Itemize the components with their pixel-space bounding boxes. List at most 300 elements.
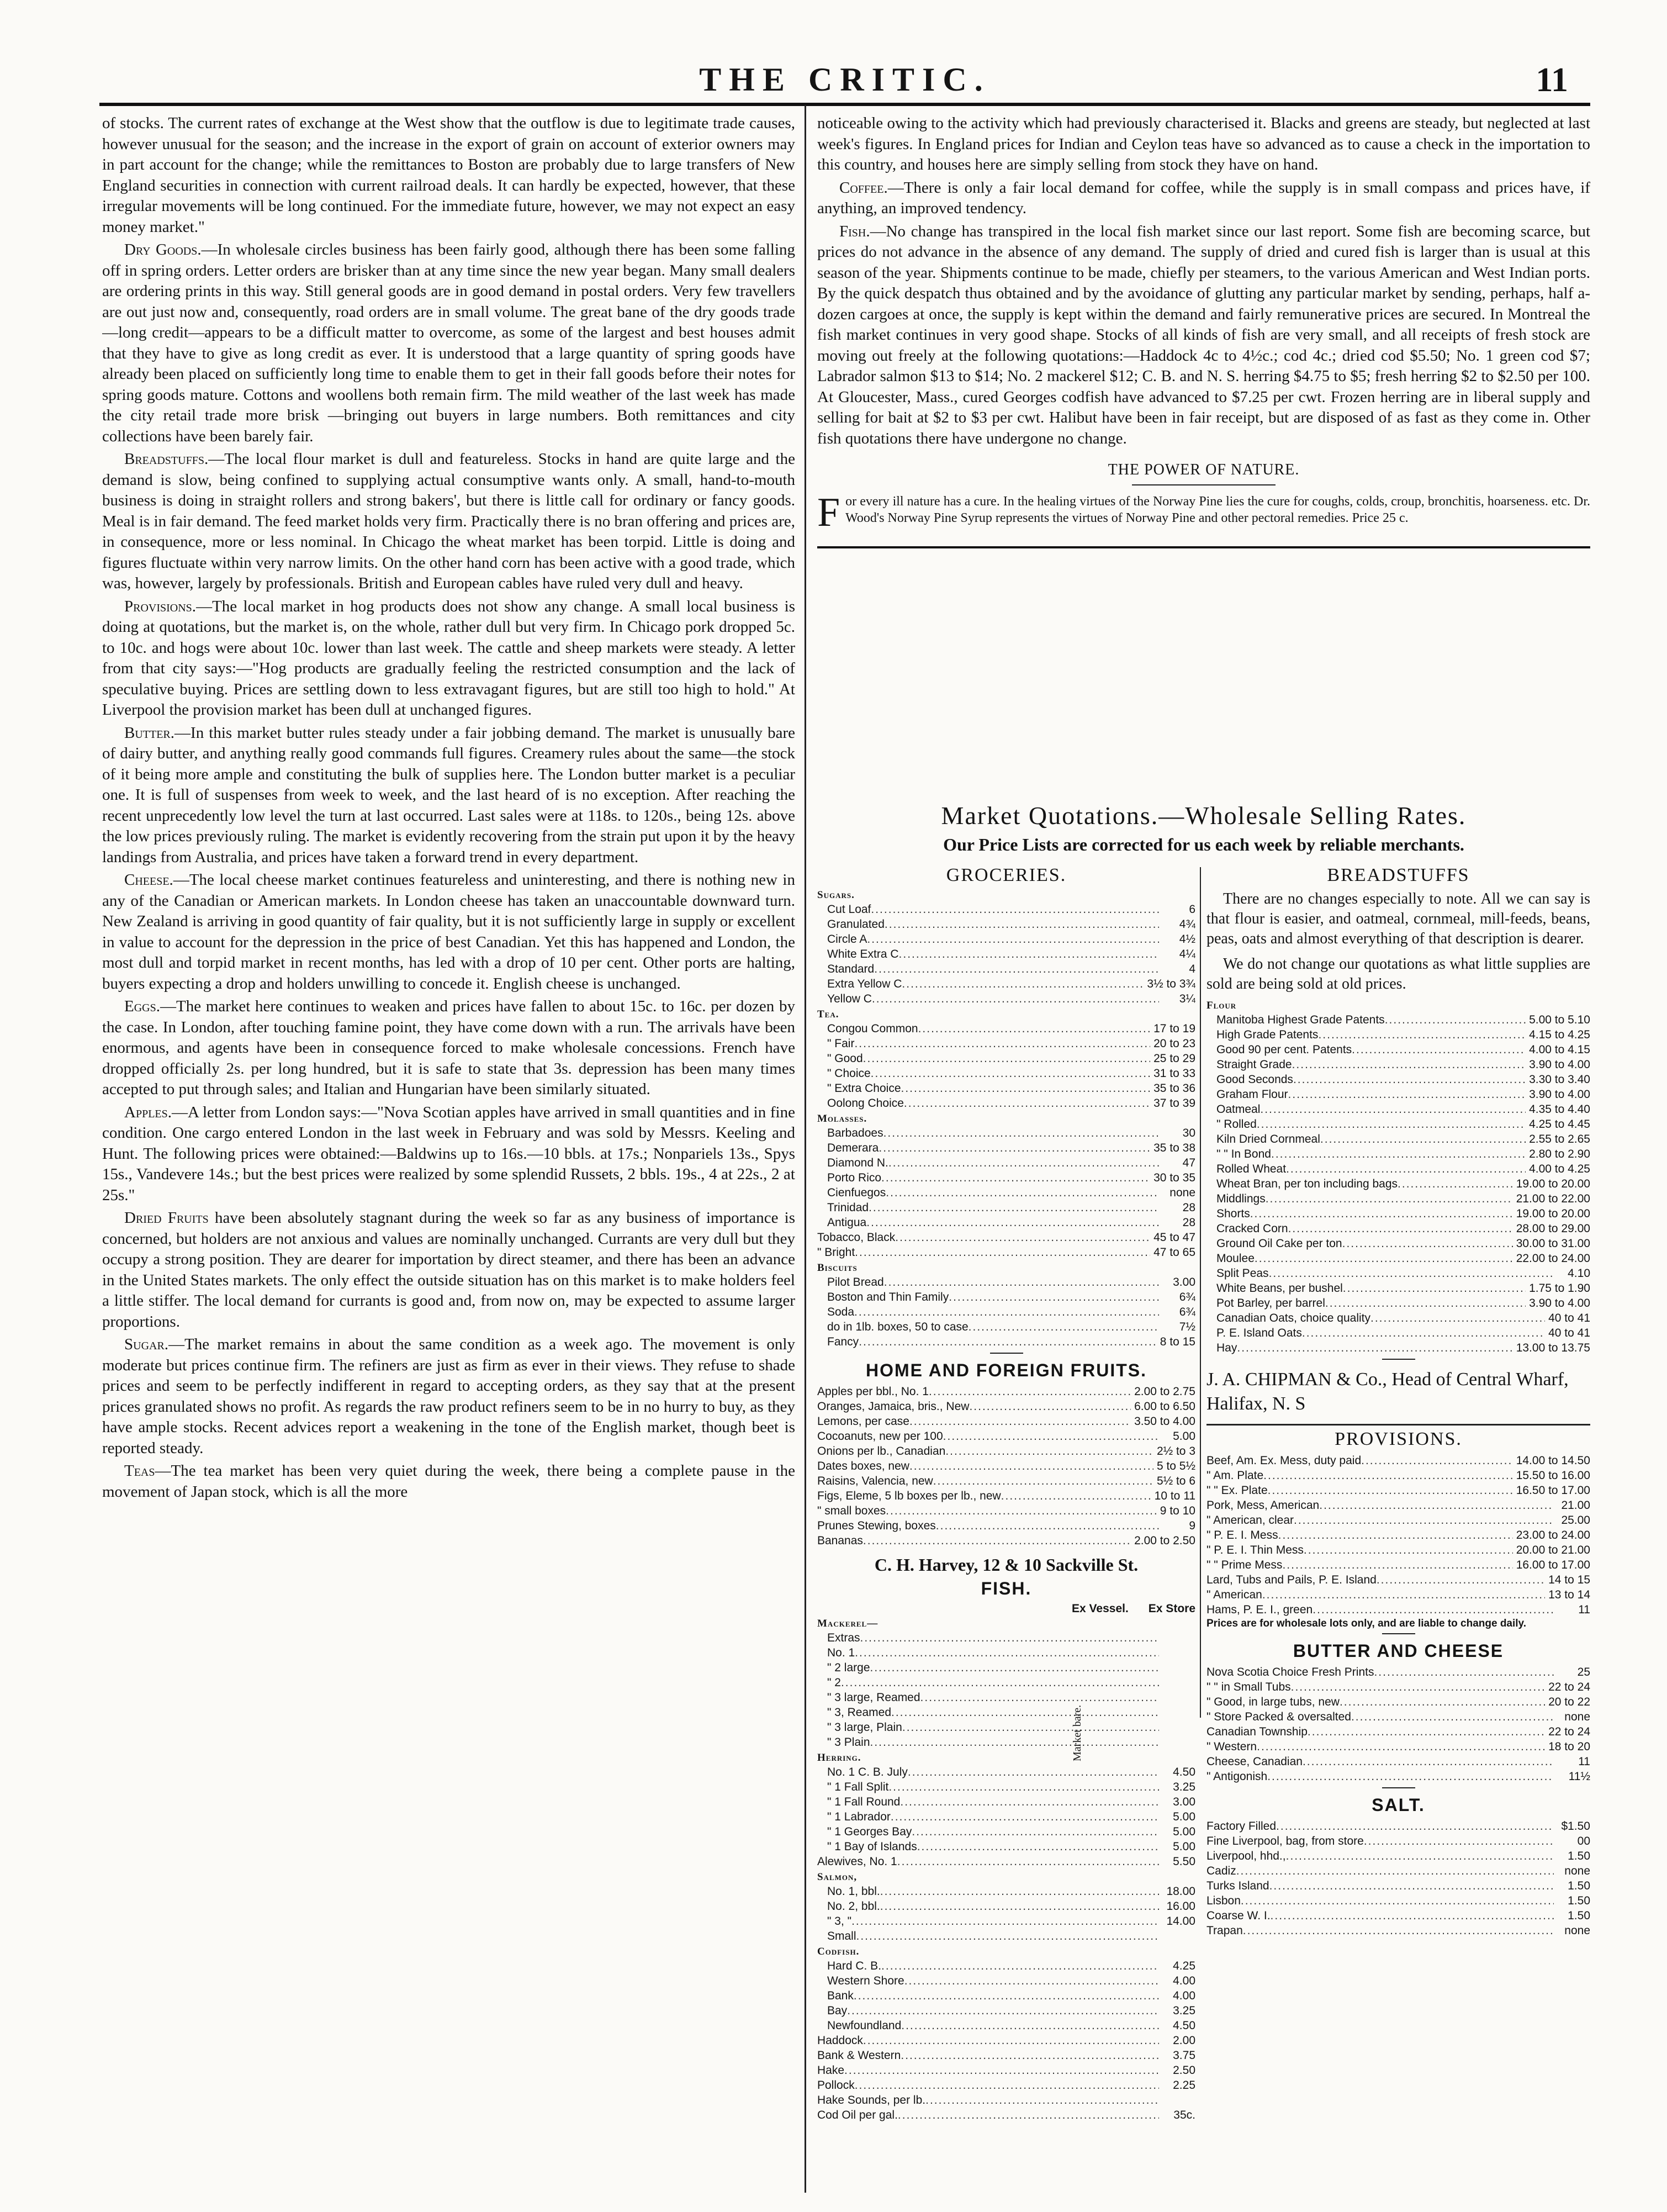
price-row bbox=[1206, 1296, 1590, 1311]
item-price: 30 to 35 bbox=[1153, 1171, 1195, 1184]
item-name: " 1 Fall Split bbox=[827, 1781, 889, 1793]
price-row bbox=[1206, 1251, 1590, 1266]
item-price: 3.25 bbox=[1173, 2004, 1195, 2017]
price-row bbox=[817, 1765, 1195, 1780]
fish-title: FISH. bbox=[981, 1579, 1032, 1598]
price-row bbox=[1206, 1206, 1590, 1221]
fruits-title: HOME AND FOREIGN FRUITS. bbox=[865, 1360, 1147, 1380]
price-row bbox=[817, 947, 1195, 962]
price-row bbox=[817, 902, 1195, 917]
item-name: Bay bbox=[827, 2004, 848, 2017]
market-subheading: Our Price Lists are corrected for us each week by reliable merchants. bbox=[943, 835, 1464, 854]
item-price: 3.90 to 4.00 bbox=[1529, 1088, 1590, 1101]
item-name: Hams, P. E. I., green bbox=[1206, 1603, 1313, 1616]
item-price: 21.00 to 22.00 bbox=[1516, 1192, 1590, 1205]
price-row bbox=[817, 1141, 1195, 1155]
price-row bbox=[817, 1780, 1195, 1794]
leader-dots bbox=[1288, 1221, 1513, 1236]
item-name: Newfoundland bbox=[827, 2019, 902, 2032]
item-name: Prunes Stewing, boxes bbox=[817, 1519, 936, 1532]
item-name: Circle A bbox=[827, 933, 867, 946]
item-price: 4 bbox=[1189, 963, 1195, 975]
item-name: " Choice bbox=[827, 1067, 871, 1080]
price-row bbox=[1206, 1572, 1590, 1587]
item-price: 5.00 to 5.10 bbox=[1529, 1013, 1590, 1026]
item-name: Demerara bbox=[827, 1142, 879, 1154]
leader-dots bbox=[909, 1414, 1131, 1429]
item-price: 9 bbox=[1189, 1519, 1195, 1532]
item-price: none bbox=[1564, 1924, 1590, 1937]
price-row bbox=[817, 1414, 1195, 1429]
leader-dots bbox=[1250, 1206, 1513, 1221]
item-name: P. E. Island Oats bbox=[1216, 1327, 1302, 1339]
item-price: 35 to 38 bbox=[1153, 1142, 1195, 1154]
leader-dots bbox=[855, 1245, 1150, 1260]
price-row bbox=[817, 1824, 1195, 1839]
price-row bbox=[817, 2108, 1195, 2123]
price-row bbox=[1206, 1132, 1590, 1147]
leader-dots bbox=[904, 1096, 1150, 1111]
leader-dots bbox=[880, 1884, 1159, 1899]
price-row bbox=[1206, 1117, 1590, 1132]
price-row bbox=[817, 1334, 1195, 1349]
category-label: Salmon, bbox=[817, 1871, 858, 1883]
leader-dots bbox=[870, 1735, 1160, 1750]
leader-dots bbox=[929, 1384, 1131, 1399]
item-name: " Western bbox=[1206, 1740, 1257, 1753]
item-name: " small boxes bbox=[817, 1504, 886, 1517]
item-price: 6¾ bbox=[1179, 1291, 1195, 1303]
item-name: " " In Bond bbox=[1216, 1148, 1271, 1160]
item-price: 13.00 to 13.75 bbox=[1516, 1342, 1590, 1354]
leader-dots bbox=[1263, 1468, 1513, 1483]
item-name: Cut Loaf bbox=[827, 903, 871, 916]
price-row bbox=[1206, 1893, 1590, 1908]
price-row bbox=[817, 1245, 1195, 1260]
leader-dots bbox=[945, 1444, 1153, 1459]
item-price: 3.30 to 3.40 bbox=[1529, 1073, 1590, 1086]
item-name: Lard, Tubs and Pails, P. E. Island bbox=[1206, 1574, 1377, 1586]
item-name: " P. E. I. Mess bbox=[1206, 1529, 1278, 1541]
item-price: 19.00 to 20.00 bbox=[1516, 1178, 1590, 1190]
market-column-divider bbox=[1200, 867, 1201, 1718]
price-row bbox=[1206, 1027, 1590, 1042]
leader-dots bbox=[1377, 1572, 1545, 1587]
paragraph-text: have been absolutely stagnant during the week so far as any business of importance is concerned, but holders are not anxious and values are nominally unchanged. Currants are very dull but they occupy a strong position. They are dearer for importation by direct steamer, and there has been an advance in the United States markets. The only effect the outside situation has on this market is to make holders feel a little stiffer. The local demand for currants is good and, from now on, may be expected to assume larger proportions. bbox=[102, 1209, 795, 1331]
item-name: Dates boxes, new bbox=[817, 1460, 909, 1472]
price-row bbox=[817, 1459, 1195, 1474]
item-name: High Grade Patents bbox=[1216, 1028, 1319, 1041]
item-price: 5½ to 6 bbox=[1156, 1475, 1195, 1487]
price-row bbox=[817, 1958, 1195, 1973]
section-rule bbox=[1382, 1359, 1415, 1360]
article-paragraph bbox=[817, 178, 1590, 219]
paragraph-text: —There is only a fair local demand for coffee, while the supply is in small compass and prices have, if anything, an improved tendency. bbox=[817, 178, 1590, 217]
groceries-table bbox=[817, 889, 1195, 1349]
breadstuffs-paragraph-2: We do not change our quotations as what little supplies are sold are being sold at old prices. bbox=[1206, 955, 1590, 993]
leader-dots bbox=[863, 2033, 1159, 2048]
paragraph-text: —In this market butter rules steady under a fair jobbing demand. The market is unusually bare of dairy butter, and anything really good commands full figures. Creamery rules about the same—the stock of it being more ample and constituting the bulk of supplies here. The London butter market is a peculiar one. It is full of suspenses from week to week, and the last heard of is no exception. After reaching the recent unprecedently low level the turn at last occurred. Last sales were at 118s. to 120s., being 12s. above the low prices previously ruling. The market is evidently recovering from the strain put upon it by the heavy landings from Australia, and prices have taken a forward trend in every department. bbox=[102, 724, 795, 866]
item-price: 22.00 to 24.00 bbox=[1516, 1252, 1590, 1265]
price-row bbox=[817, 1290, 1195, 1305]
leader-dots bbox=[1313, 1602, 1554, 1617]
leader-dots bbox=[904, 1973, 1159, 1988]
leader-dots bbox=[1304, 1543, 1513, 1558]
item-price: $1.50 bbox=[1561, 1820, 1590, 1833]
leader-dots bbox=[901, 2018, 1159, 2033]
price-row bbox=[817, 1660, 1195, 1675]
leader-dots bbox=[897, 1854, 1159, 1869]
price-row bbox=[817, 1645, 1195, 1660]
salt-table bbox=[1206, 1819, 1590, 1938]
item-price: 5.50 bbox=[1173, 1855, 1195, 1868]
item-price: 30 bbox=[1182, 1127, 1195, 1139]
leader-dots bbox=[1257, 1739, 1545, 1754]
fish-table-wrap bbox=[817, 1618, 1195, 2123]
item-name: Canadian Township bbox=[1206, 1725, 1308, 1738]
price-row bbox=[1206, 1266, 1590, 1281]
item-price: 23.00 to 24.00 bbox=[1516, 1529, 1590, 1541]
item-name: " Store Packed & oversalted bbox=[1206, 1711, 1351, 1723]
leader-dots bbox=[1267, 1769, 1554, 1784]
item-price: 5 to 5½ bbox=[1156, 1460, 1195, 1472]
leader-dots bbox=[866, 1215, 1159, 1230]
item-name: Cocoanuts, new per 100 bbox=[817, 1430, 943, 1443]
item-name: Trinidad bbox=[827, 1201, 869, 1214]
price-row bbox=[817, 1275, 1195, 1290]
item-price: 5.00 bbox=[1173, 1810, 1195, 1823]
item-price: 28.00 to 29.00 bbox=[1516, 1222, 1590, 1235]
price-row bbox=[817, 1021, 1195, 1036]
price-row bbox=[1206, 1769, 1590, 1784]
article-paragraph bbox=[102, 596, 795, 721]
item-name: Figs, Eleme, 5 lb boxes per lb., new bbox=[817, 1490, 1001, 1502]
price-row bbox=[1206, 1012, 1590, 1027]
paragraph-lead: Sugar. bbox=[124, 1335, 169, 1353]
price-row bbox=[1206, 1878, 1590, 1893]
groceries-title: GROCERIES. bbox=[946, 865, 1067, 885]
price-row bbox=[817, 1036, 1195, 1051]
item-name: Cheese, Canadian bbox=[1206, 1755, 1303, 1768]
price-row bbox=[1206, 1311, 1590, 1326]
article-paragraph bbox=[102, 1461, 795, 1502]
item-price: 31 to 33 bbox=[1153, 1067, 1195, 1080]
price-row bbox=[1206, 1221, 1590, 1236]
power-of-nature-ad bbox=[817, 490, 1590, 535]
power-of-nature-text: or every ill nature has a cure. In the healing virtues of the Norway Pine lies the cure for coughs, colds, croup, bronchitis, hoarseness. etc. Dr. Wood's Norway Pine Syrup represents the virtues of Norway Pine and other pectoral remedies. Price 25 c. bbox=[845, 494, 1590, 525]
leader-dots bbox=[871, 1066, 1150, 1081]
item-name: Pollock bbox=[817, 2079, 855, 2092]
item-price: 14 to 15 bbox=[1548, 1574, 1590, 1586]
item-name: Extras bbox=[827, 1632, 860, 1644]
item-price: 1.50 bbox=[1568, 1894, 1590, 1907]
item-name: " American, clear bbox=[1206, 1514, 1294, 1527]
item-name: Oolong Choice bbox=[827, 1097, 904, 1110]
price-row bbox=[1206, 1863, 1590, 1878]
item-name: Extra Yellow C bbox=[827, 978, 902, 990]
item-name: Hay bbox=[1216, 1342, 1237, 1354]
section-rule bbox=[990, 1353, 1023, 1354]
section-rule bbox=[1206, 1424, 1590, 1426]
item-name: Split Peas bbox=[1216, 1267, 1269, 1280]
leader-dots bbox=[1271, 1147, 1526, 1162]
leader-dots bbox=[888, 1780, 1159, 1794]
item-name: Straight Grade bbox=[1216, 1058, 1292, 1071]
leader-dots bbox=[872, 991, 1159, 1006]
price-row bbox=[817, 1185, 1195, 1200]
price-row bbox=[1206, 1147, 1590, 1162]
item-price: 2.50 bbox=[1173, 2064, 1195, 2077]
price-row bbox=[817, 1690, 1195, 1705]
item-name: " 1 Labrador bbox=[827, 1810, 891, 1823]
item-price: 4.25 to 4.45 bbox=[1529, 1118, 1590, 1131]
item-price: 3½ to 3¾ bbox=[1147, 978, 1195, 990]
item-price: 3.00 bbox=[1173, 1796, 1195, 1808]
item-name: " 2 bbox=[827, 1676, 841, 1689]
item-name: " Antigonish bbox=[1206, 1770, 1268, 1783]
breadstuffs-text bbox=[1206, 889, 1590, 994]
paragraph-lead: Dried Fruits bbox=[124, 1209, 209, 1227]
leader-dots bbox=[1282, 1558, 1512, 1572]
right-column-text bbox=[817, 113, 1590, 793]
price-row bbox=[1206, 1162, 1590, 1176]
leader-dots bbox=[854, 1988, 1159, 2003]
leader-dots bbox=[1364, 1834, 1554, 1849]
price-row bbox=[817, 1705, 1195, 1720]
item-price: 25.00 bbox=[1561, 1514, 1590, 1527]
leader-dots bbox=[860, 1630, 1159, 1645]
item-name: " Rolled bbox=[1216, 1118, 1257, 1131]
item-price: 3.00 bbox=[1173, 1276, 1195, 1289]
price-row bbox=[1206, 1849, 1590, 1863]
item-name: " " in Small Tubs bbox=[1206, 1681, 1291, 1693]
item-price: 2.55 to 2.65 bbox=[1529, 1133, 1590, 1145]
paragraph-text: —The local flour market is dull and featureless. Stocks in hand are quite large and the demand is slow, being confined to supplying actual consumptive wants only. A small, hand-to-mouth business is doing in straight rollers and strong bakers', but there is little call for ordinary or fancy goods. Meal is in fair demand. The feed market holds very firm. Practically there is no bran offering and prices are, in consequence, more or less nominal. In Chicago the wheat market has been torpid. Little is doing and figures fluctuate within very narrow limits. On the other hand corn has been active with a good trade, which was, however, largely by professionals. British and European cables have ruled very dull and heavy. bbox=[102, 450, 795, 592]
paragraph-lead: Butter. bbox=[124, 724, 175, 742]
leader-dots bbox=[901, 1081, 1151, 1096]
paragraph-text: —The market here continues to weaken and prices have fallen to about 15c. to 16c. per dozen by the case. In London, after touching famine point, they have come down with a run. The arrivals have been enormous, and agents have been in consequence forced to make wholesale concessions. French have dropped officially 2s. per long hundred, but it is safe to state that 3s. depression has been many times accepted to put through sales; and Italian and Hungarian have been similarly situated. bbox=[102, 997, 795, 1098]
item-name: Trapan bbox=[1206, 1924, 1243, 1937]
item-price: 40 to 41 bbox=[1548, 1327, 1590, 1339]
item-price: 16.50 to 17.00 bbox=[1516, 1484, 1590, 1497]
price-row bbox=[1206, 1739, 1590, 1754]
item-name: Bank bbox=[827, 1989, 854, 2002]
item-price: 5.00 bbox=[1173, 1430, 1195, 1443]
item-name: Apples per bbl., No. 1 bbox=[817, 1385, 929, 1398]
column-divider bbox=[805, 105, 806, 2193]
item-name: Moulee bbox=[1216, 1252, 1255, 1265]
item-name: Graham Flour bbox=[1216, 1088, 1288, 1101]
salt-title: SALT. bbox=[1372, 1795, 1425, 1815]
leader-dots bbox=[879, 1141, 1150, 1155]
leader-dots bbox=[1342, 1236, 1513, 1251]
item-name: Middlings bbox=[1216, 1192, 1266, 1205]
leader-dots bbox=[1320, 1132, 1526, 1147]
item-name: Cienfuegos bbox=[827, 1186, 886, 1199]
item-price: 2.80 to 2.90 bbox=[1529, 1148, 1590, 1160]
leader-dots bbox=[1292, 1057, 1526, 1072]
item-price: 4.10 bbox=[1568, 1267, 1590, 1280]
item-name: Rolled Wheat bbox=[1216, 1163, 1287, 1175]
price-row bbox=[817, 2033, 1195, 2048]
header-rule bbox=[99, 103, 1590, 106]
leader-dots bbox=[1374, 1665, 1554, 1680]
breadstuffs-advertiser: J. A. CHIPMAN & Co., Head of Central Wharf, Halifax, N. S bbox=[1206, 1369, 1569, 1414]
item-name: " " Ex. Plate bbox=[1206, 1484, 1268, 1497]
item-name: Manitoba Highest Grade Patents bbox=[1216, 1013, 1385, 1026]
leader-dots bbox=[917, 1839, 1159, 1854]
price-row bbox=[817, 2018, 1195, 2033]
price-row bbox=[1206, 1680, 1590, 1694]
item-price: 20 to 23 bbox=[1153, 1037, 1195, 1050]
item-name: " P. E. I. Thin Mess bbox=[1206, 1544, 1304, 1556]
category-label: Mackerel— bbox=[817, 1618, 879, 1629]
item-price: none bbox=[1564, 1865, 1590, 1877]
leader-dots bbox=[901, 2048, 1159, 2063]
leader-dots bbox=[1370, 1311, 1545, 1326]
item-name: Liverpool, hhd., bbox=[1206, 1850, 1286, 1862]
leader-dots bbox=[933, 1474, 1153, 1488]
item-price: 14.00 to 14.50 bbox=[1516, 1454, 1590, 1467]
article-paragraph bbox=[102, 996, 795, 1100]
leader-dots bbox=[1319, 1498, 1554, 1513]
item-price: 13 to 14 bbox=[1548, 1588, 1590, 1601]
item-name: Good Seconds bbox=[1216, 1073, 1293, 1086]
leader-dots bbox=[936, 1518, 1159, 1533]
item-price: 2½ to 3 bbox=[1156, 1445, 1195, 1458]
item-name: No. 2, bbl. bbox=[827, 1900, 880, 1913]
item-name: Ground Oil Cake per ton bbox=[1216, 1237, 1342, 1250]
price-row bbox=[1206, 1513, 1590, 1528]
item-name: " Fair bbox=[827, 1037, 855, 1050]
paragraph-lead: Breadstuffs. bbox=[124, 450, 209, 468]
price-row bbox=[817, 1735, 1195, 1750]
item-name: Granulated bbox=[827, 918, 885, 931]
price-row bbox=[1206, 1191, 1590, 1206]
leader-dots bbox=[969, 1319, 1159, 1334]
price-row bbox=[817, 991, 1195, 1006]
item-price: 2.00 to 2.75 bbox=[1134, 1385, 1195, 1398]
item-name: Lisbon bbox=[1206, 1894, 1241, 1907]
leader-dots bbox=[851, 1914, 1159, 1929]
leader-dots bbox=[1302, 1326, 1545, 1340]
paragraph-text: —No change has transpired in the local fish market since our last report. Some fish are becoming scarce, but prices do not advance in the absence of any demand. The supply of dried and cured fish is larger than is usual at this season of the year. Shipments continue to be made, chiefly per steamers, to the various American and West Indian ports. By the quick despatch thus obtained and by the avoidance of glutting any particular market by sending, perhaps, half a-dozen cargoes at once, the supply is kept within the demand and fairly remunerative prices are secured. In Montreal the fish market continues in very good shape. Stocks of all kinds of fish are very small, and all receipts of fresh stock are moving out freely at the following quotations:—Haddock 4c to 4½c.; cod 4c.; dried cod $5.50; No. 1 green cod $7; Labrador salmon $13 to $14; No. 2 mackerel $12; C. B. and N. S. herring $4.75 to $5; fresh herring $2 to $2.50 per 100. At Gloucester, Mass., cured Georges codfish have advanced to $7.25 per cwt. Frozen herring are in liberal supply and selling for bait at $2 to $3 per cwt. Halibut have been in fair receipt, but are disposed of as fast as they come in. Other fish quotations there have undergone no change. bbox=[817, 222, 1590, 447]
item-name: Tobacco, Black bbox=[817, 1231, 896, 1244]
price-row bbox=[817, 1444, 1195, 1459]
item-price: 6¾ bbox=[1179, 1306, 1195, 1318]
price-row bbox=[1206, 1528, 1590, 1543]
article-paragraph bbox=[102, 449, 795, 594]
price-row bbox=[817, 1854, 1195, 1869]
price-row bbox=[817, 1319, 1195, 1334]
item-name: Small bbox=[827, 1930, 856, 1942]
item-price: 3.90 to 4.00 bbox=[1529, 1297, 1590, 1310]
item-name: " Extra Choice bbox=[827, 1082, 901, 1095]
item-name: Beef, Am. Ex. Mess, duty paid bbox=[1206, 1454, 1362, 1467]
item-price: 17 to 19 bbox=[1153, 1022, 1195, 1035]
leader-dots bbox=[841, 1675, 1159, 1690]
item-name: " 1 Bay of Islands bbox=[827, 1840, 917, 1853]
paragraph-text: —A letter from London says:—"Nova Scotian apples have arrived in small quantities and in fine condition. One cargo entered London in the last week in February and was sold by Messrs. Keeling and Hunt. The following prices were obtained:—Baldwins up to 16s.—10 bbls. at 17s.; Nonpariels 13s., Spys 15s., Vandevere 14s.; but the best prices were realized by some splendid Russets, 2 bbls. 19s., 4 at 22s., 2 at 25s." bbox=[102, 1103, 795, 1204]
price-row bbox=[817, 1384, 1195, 1399]
item-name: Barbadoes bbox=[827, 1127, 883, 1139]
price-row bbox=[1206, 1543, 1590, 1558]
item-price: 4.00 to 4.25 bbox=[1529, 1163, 1590, 1175]
leader-dots bbox=[863, 1051, 1150, 1066]
price-row bbox=[817, 1399, 1195, 1414]
leader-dots bbox=[949, 1290, 1159, 1305]
item-name: " 3 Plain bbox=[827, 1736, 870, 1749]
paragraph-text: —The local cheese market continues featureless and uninteresting, and there is nothing new in any of the Canadian or American markets. In London cheese has taken an unaccountable downward turn. New Zealand is arriving in good quantity of fair quality, but it is not sufficiently large in supply or excellent in value to account for the depression in the price of best Canadian. Yet this has happened and London, the most dull and torpid market in recent months, has led with a drop of 10 per cent. Other ports are halting, buyers expecting a drop and holders unwilling to concede it. English cheese is unchanged. bbox=[102, 871, 795, 993]
category-label: Herring. bbox=[817, 1752, 861, 1764]
item-price: 15.50 to 16.00 bbox=[1516, 1469, 1590, 1482]
leader-dots bbox=[1269, 1266, 1554, 1281]
item-price: 1.50 bbox=[1568, 1909, 1590, 1922]
price-row bbox=[817, 1988, 1195, 2003]
item-name: Lemons, per case bbox=[817, 1415, 909, 1428]
item-price: 7½ bbox=[1179, 1321, 1195, 1333]
item-name: Shorts bbox=[1216, 1207, 1250, 1220]
item-name: Western Shore bbox=[827, 1975, 904, 1987]
provisions-note: Prices are for wholesale lots only, and are liable to change daily. bbox=[1206, 1618, 1526, 1629]
price-row bbox=[817, 1429, 1195, 1444]
price-row bbox=[1206, 1602, 1590, 1617]
item-name: Diamond N. bbox=[827, 1157, 888, 1169]
leader-dots bbox=[899, 947, 1159, 962]
leader-dots bbox=[1343, 1281, 1526, 1296]
leader-dots bbox=[909, 1459, 1153, 1474]
leader-dots bbox=[891, 1809, 1159, 1824]
item-price: 18.00 bbox=[1166, 1885, 1195, 1898]
item-name: " " Prime Mess bbox=[1206, 1559, 1283, 1571]
item-price: 4.35 to 4.40 bbox=[1529, 1103, 1590, 1116]
paragraph-lead: Cheese. bbox=[124, 871, 173, 889]
item-price: 28 bbox=[1182, 1216, 1195, 1229]
leader-dots bbox=[885, 917, 1159, 932]
price-row bbox=[1206, 1072, 1590, 1087]
item-name: Porto Rico bbox=[827, 1171, 882, 1184]
item-price: 2.25 bbox=[1173, 2079, 1195, 2092]
price-row bbox=[1206, 1483, 1590, 1498]
price-row bbox=[1206, 1754, 1590, 1769]
item-price: none bbox=[1169, 1186, 1195, 1199]
leader-dots bbox=[1001, 1488, 1151, 1503]
fruits-advertiser: C. H. Harvey, 12 & 10 Sackville St. bbox=[874, 1555, 1139, 1575]
item-price: 47 to 65 bbox=[1153, 1246, 1195, 1259]
price-row bbox=[817, 1096, 1195, 1111]
market-left-column bbox=[817, 862, 1195, 2193]
fish-side-note: Market bare. bbox=[1071, 1704, 1083, 1761]
leader-dots bbox=[1288, 1087, 1526, 1102]
leader-dots bbox=[863, 1533, 1131, 1548]
price-row bbox=[1206, 1042, 1590, 1057]
item-price: 11½ bbox=[1568, 1770, 1590, 1783]
item-name: Yellow C bbox=[827, 993, 872, 1005]
item-price: 3.75 bbox=[1173, 2049, 1195, 2062]
item-price: 5.00 bbox=[1173, 1840, 1195, 1853]
item-price: 4½ bbox=[1179, 933, 1195, 946]
item-name: Fine Liverpool, bag, from store bbox=[1206, 1835, 1364, 1847]
item-name: " Good bbox=[827, 1052, 863, 1065]
item-price: 16.00 bbox=[1166, 1900, 1195, 1913]
breadstuffs-paragraph-1: There are no changes especially to note. All we can say is that flour is easier, and oatmeal, cornmeal, mill-feeds, beans, peas, oats and almost everything of that description is dearer. bbox=[1206, 890, 1590, 947]
price-row bbox=[1206, 1340, 1590, 1355]
price-row bbox=[817, 2063, 1195, 2078]
fish-col-store: Ex Store bbox=[1148, 1602, 1195, 1615]
item-name: Raisins, Valencia, new bbox=[817, 1475, 933, 1487]
item-name: Fancy bbox=[827, 1335, 859, 1348]
article-paragraph bbox=[102, 870, 795, 994]
